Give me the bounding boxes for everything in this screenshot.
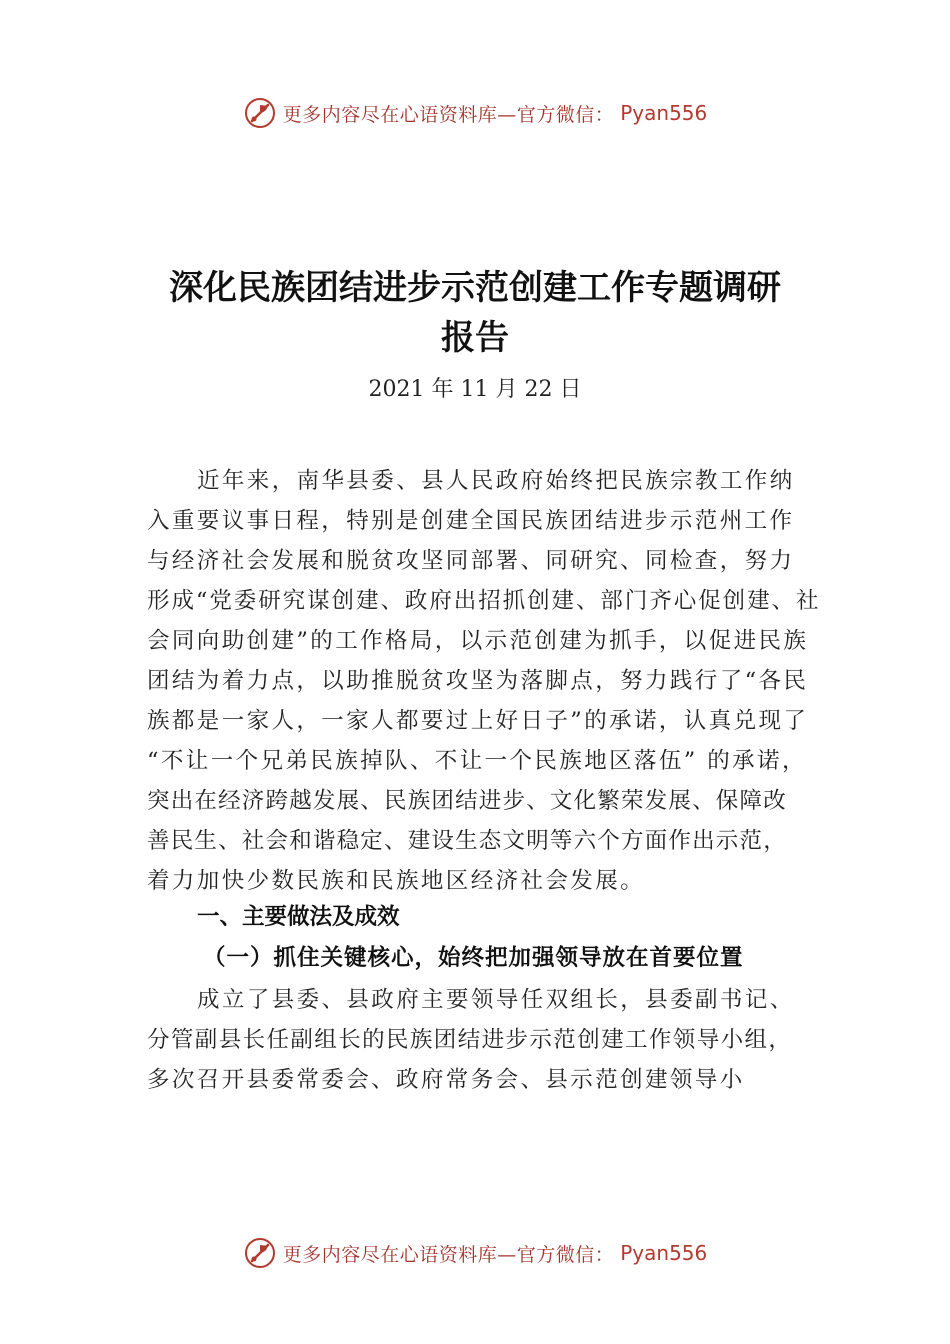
footer-watermark <box>0 1236 950 1270</box>
section-1 <box>147 897 819 979</box>
document-title-line-1: 深化民族团结进步示范创建工作专题调研 <box>169 268 781 308</box>
document-date: 2021 年 11 月 22 日 <box>368 377 582 402</box>
paragraph-line: 族都是一家人，一家人都要过上好日子”的承诺，认真兑现了 <box>147 708 809 734</box>
paragraph-line: 与经济社会发展和脱贫攻坚同部署、同研究、同检查，努力 <box>147 548 795 574</box>
paragraph-line: 善民生、社会和谐稳定、建设生态文明等六个方面作出示范， <box>147 828 787 854</box>
paragraph-line: 近年来，南华县委、县人民政府始终把民族宗教工作纳 <box>197 468 795 494</box>
watermark-wechat-id: Pyan556 <box>620 101 708 125</box>
watermark-text: 更多内容尽在心语资料库—官方微信： <box>282 1243 615 1266</box>
watermark-wechat-id: Pyan556 <box>620 1241 708 1265</box>
paragraph-line: 会同向助创建”的工作格局，以示范创建为抓手，以促进民族 <box>147 628 809 654</box>
section-heading: 一、主要做法及成效 <box>197 904 400 930</box>
quill-logo-icon <box>243 1236 277 1270</box>
paragraph-line: 团结为着力点，以助推脱贫攻坚为落脚点，努力践行了“各民 <box>147 668 809 694</box>
header-watermark <box>0 96 950 130</box>
watermark-text: 更多内容尽在心语资料库—官方微信： <box>282 103 615 126</box>
paragraph-line: 突出在经济跨越发展、民族团结进步、文化繁荣发展、保障改 <box>147 788 787 814</box>
paragraph-line: 形成“党委研究谋创建、政府出招抓创建、部门齐心促创建、社 <box>147 588 819 614</box>
paragraph-line: 入重要议事日程，特别是创建全国民族团结进步示范州工作 <box>147 508 795 534</box>
subsection-1-paragraph <box>147 980 819 1100</box>
paragraph-line: 着力加快少数民族和民族地区经济社会发展。 <box>147 868 646 894</box>
subsection-heading: （一）抓住关键核心，始终把加强领导放在首要位置 <box>203 945 744 971</box>
paragraph-line: 分管副县长任副组长的民族团结进步示范创建工作领导小组， <box>147 1027 793 1053</box>
intro-paragraph <box>147 461 819 901</box>
paragraph-line: 多次召开县委常委会、政府常务会、县示范创建领导小 <box>147 1067 745 1093</box>
document-title-line-2: 报告 <box>441 318 509 358</box>
quill-logo-icon <box>243 96 277 130</box>
paragraph-line: 成立了县委、县政府主要领导任双组长，县委副书记、 <box>197 987 795 1013</box>
paragraph-line: “不让一个兄弟民族掉队、不让一个民族地区落伍” 的承诺， <box>147 748 807 774</box>
